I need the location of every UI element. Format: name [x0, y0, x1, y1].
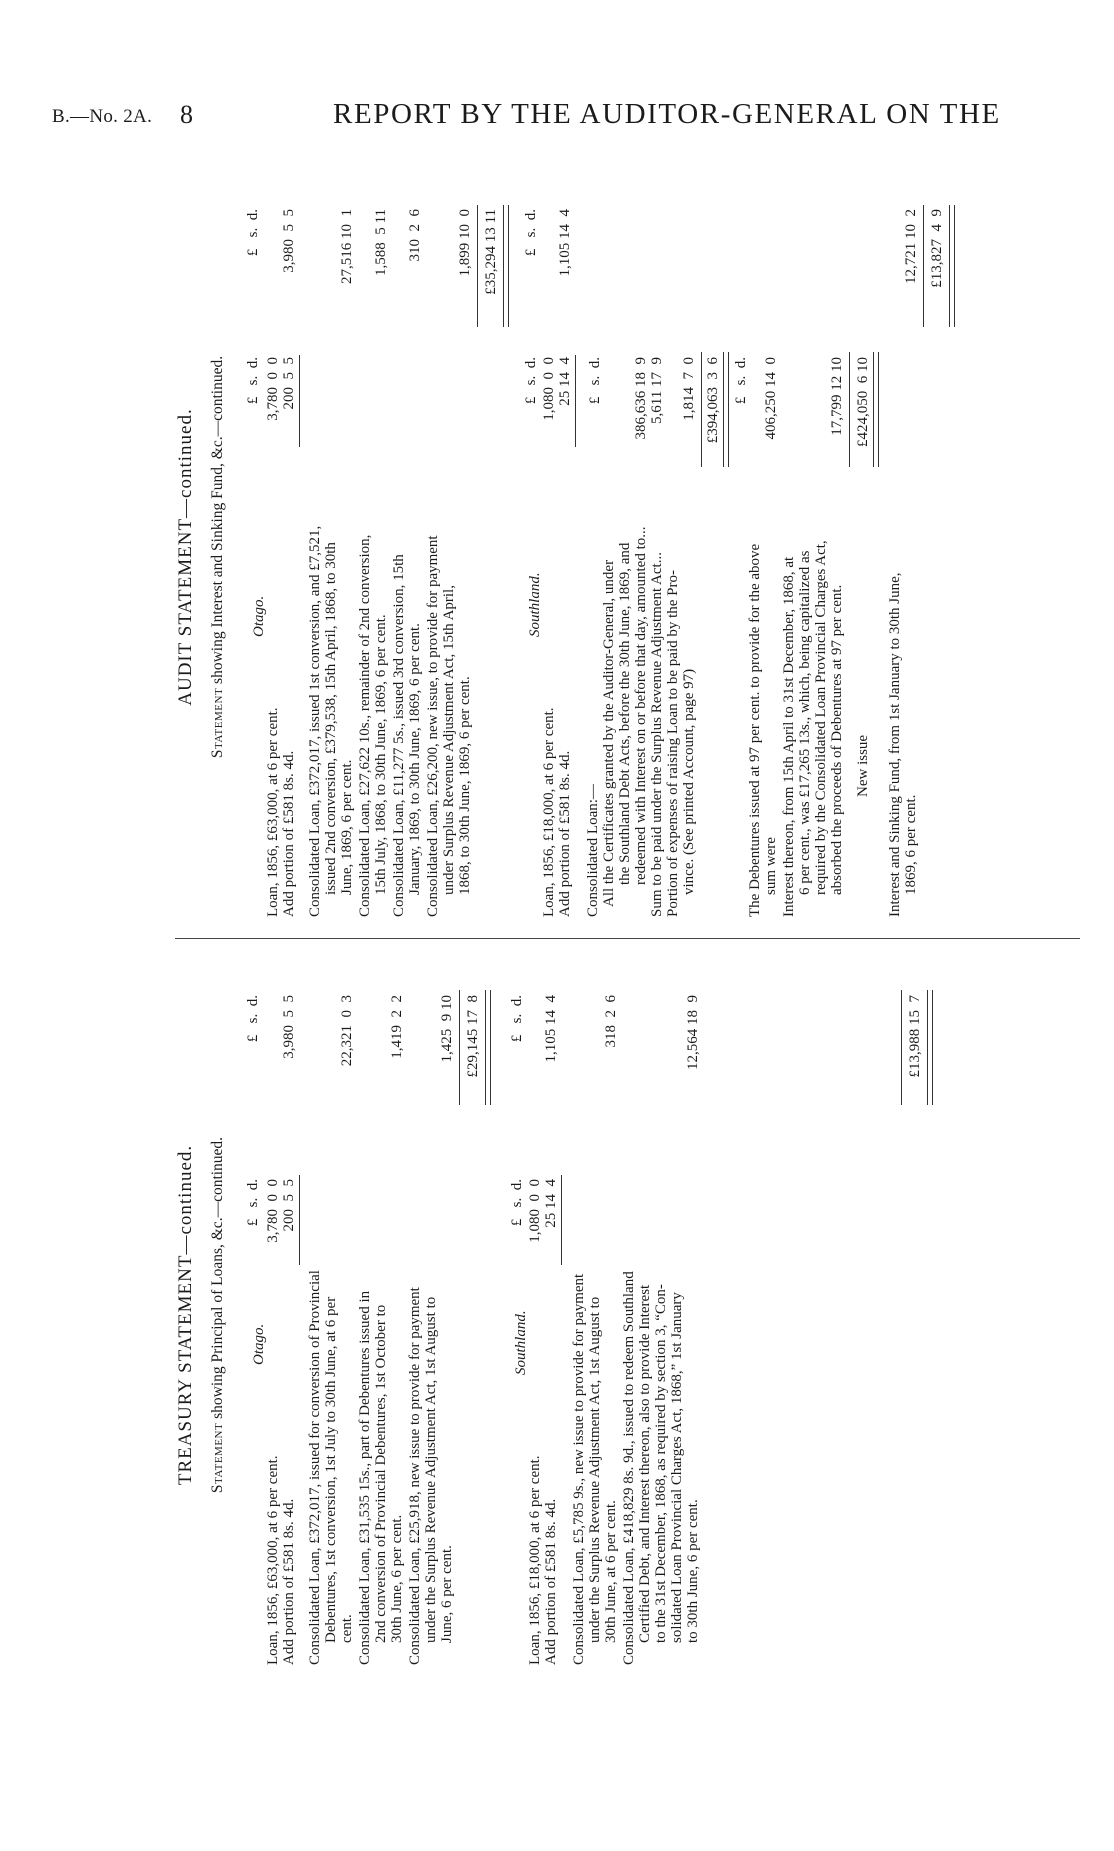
- inner-amount: 17,799 12 10: [829, 357, 845, 436]
- text-line: Portion of expenses of raising Loan to be paid by the Pro-: [665, 569, 681, 917]
- outer-amount: 1,588 5 11: [373, 209, 389, 276]
- text-line: Consolidated Loan, £372,017, issued for conversion of Provincial: [307, 1270, 323, 1665]
- double-rule: [927, 990, 933, 1105]
- row-label: Loan, 1856, £18,000, at 6 per cent.: [541, 707, 557, 917]
- text-line: vince. (See printed Account, page 97): [681, 668, 697, 895]
- text-line: redeemed with Interest on or before that day, amounted to...: [633, 526, 649, 885]
- text-line: sum were: [763, 837, 779, 895]
- total-rule: [901, 990, 902, 1105]
- text-line: cent.: [339, 1614, 355, 1643]
- southland-total: £13,827 4 9: [929, 209, 945, 288]
- text-line: Consolidated Loan, £25,918, new issue to provide for payment: [407, 1287, 423, 1665]
- text-line: Interest and Sinking Fund, from 1st January to 30th June,: [887, 572, 903, 917]
- text-line: Consolidated Loan, £418,829 8s. 9d., issued to redeem Southland: [621, 1271, 637, 1665]
- outer-amount: 3,980 5 5: [281, 209, 297, 273]
- double-rule: [485, 990, 491, 1105]
- treasury-southland-inner-col-head: £ s. d.: [509, 1179, 525, 1227]
- row-label: Loan, 1856, £63,000, at 6 per cent.: [265, 707, 281, 917]
- treasury-southland-heading: Southland.: [513, 1310, 529, 1375]
- subtotal-amount: £394,063 3 6: [705, 357, 721, 444]
- inner-amount: 386,636 18 9: [633, 357, 649, 440]
- text-line: Debentures, 1st conversion, 1st July to 30th June, at 6 per: [323, 1296, 339, 1643]
- row-label: New issue: [855, 734, 871, 797]
- outer-amount: 318 2 6: [603, 995, 619, 1048]
- audit-otago-heading: Otago.: [251, 595, 267, 637]
- text-line: under the Surplus Revenue Adjustment Act, 1st August to: [587, 1296, 603, 1643]
- treasury-otago-outer-col-head: £ s. d.: [245, 995, 261, 1043]
- audit-southland-cert-col-head: £ s. d.: [587, 357, 603, 405]
- audit-southland-inner-col-head: £ s. d.: [523, 357, 539, 405]
- inner-amount: 5,611 17 9: [649, 357, 665, 424]
- row-label: Loan, 1856, £18,000, at 6 per cent.: [527, 1455, 543, 1665]
- rotated-statements: [175, 165, 1075, 1665]
- total-rule: [459, 990, 460, 1105]
- inner-amount: 25 14 4: [543, 1179, 559, 1228]
- text-line: required by the Consolidated Loan Provincial Charges Act,: [813, 540, 829, 895]
- otago-total: £35,294 13 11: [483, 209, 499, 295]
- text-line: The Debentures issued at 97 per cent. to provide for the above: [747, 543, 763, 917]
- double-rule: [949, 205, 955, 327]
- text-line: under Surplus Revenue Adjustment Act, 15th April,: [441, 585, 457, 895]
- inner-amount: £424,050 6 10: [855, 357, 871, 447]
- treasury-otago-heading: Otago.: [251, 1323, 267, 1365]
- inner-amount: 1,080 0 0: [527, 1179, 543, 1243]
- subtotal-rule: [849, 352, 850, 467]
- text-line: solidated Loan Provincial Charges Act, 1868,” 1st January: [669, 1292, 685, 1643]
- statement-word: Statement: [209, 687, 226, 759]
- double-rule: [723, 352, 729, 467]
- inner-amount: 200 5 5: [281, 1179, 297, 1232]
- inner-amount: 25 14 4: [557, 357, 573, 406]
- inner-amount: 1,080 0 0: [541, 357, 557, 421]
- outer-amount: 1,425 9 10: [439, 995, 455, 1063]
- audit-southland-outer-col-head: £ s. d.: [523, 209, 539, 257]
- text-line: 1869, 6 per cent.: [903, 794, 919, 895]
- audit-title: AUDIT STATEMENT—continued.: [175, 408, 196, 706]
- subtotal-rule: [561, 1175, 562, 1265]
- text-line: June, 1869, 6 per cent.: [339, 759, 355, 895]
- text-line: 15th July, 1868, to 30th June, 1869, 6 per cent.: [373, 614, 389, 895]
- inner-amount: 200 5 5: [281, 357, 297, 410]
- column-divider: [175, 938, 1080, 939]
- text-line: to 30th June, 6 per cent.: [685, 1499, 701, 1643]
- outer-amount: 3,980 5 5: [281, 995, 297, 1059]
- row-label: Add portion of £581 8s. 4d.: [557, 750, 573, 917]
- subtotal-rule: [299, 355, 300, 447]
- otago-total: £29,145 17 8: [465, 995, 481, 1078]
- text-line: 30th June, at 6 per cent.: [603, 1500, 619, 1643]
- text-line: Consolidated Loan, £372,017, issued 1st conversion, and £7,521,: [307, 525, 323, 917]
- text-line: Consolidated Loan, £11,277 5s., issued 3rd conversion, 15th: [391, 554, 407, 917]
- treasury-statement: [175, 965, 1055, 1665]
- outer-amount: 22,321 0 3: [339, 995, 355, 1067]
- outer-amount: 1,105 14 4: [557, 209, 573, 277]
- double-rule: [503, 205, 509, 327]
- outer-amount: 12,721 10 2: [903, 209, 919, 284]
- treasury-southland-outer-col-head: £ s. d.: [509, 995, 525, 1043]
- document-reference: B.—No. 2A.: [52, 106, 153, 127]
- outer-amount: 27,516 10 1: [339, 209, 355, 284]
- text-line: Interest thereon, from 15th April to 31st December, 1868, at: [781, 556, 797, 917]
- audit-subtitle: [209, 197, 227, 917]
- inner-amount: 1,814 7 0: [681, 357, 697, 421]
- text-line: Consolidated Loan, £27,622 10s., remainder of 2nd conversion,: [357, 534, 373, 917]
- row-label: Consolidated Loan:—: [585, 784, 601, 917]
- treasury-subtitle-rest: showing Principal of Loans, &c.—continued.: [209, 1136, 226, 1419]
- inner-amount: 3,780 0 0: [265, 1179, 281, 1243]
- text-line: Consolidated Loan, £31,535 15s., part of Debentures issued in: [357, 1290, 373, 1665]
- outer-amount: 1,899 10 0: [457, 209, 473, 277]
- text-line: Certified Debt, and Interest thereon, also to provide Interest: [637, 1284, 653, 1643]
- text-line: 1868, to 30th June, 1869, 6 per cent.: [457, 676, 473, 895]
- treasury-title: TREASURY STATEMENT—continued.: [175, 1144, 196, 1486]
- audit-otago-outer-col-head: £ s. d.: [245, 209, 261, 257]
- text-line: to the 31st December, 1868, as required by section 3, “Con-: [653, 1284, 669, 1643]
- row-label: Add portion of £581 8s. 4d.: [281, 1498, 297, 1665]
- outer-amount: 1,419 2 2: [389, 995, 405, 1059]
- audit-southland-heading: Southland.: [527, 572, 543, 637]
- page-number: 8: [180, 100, 193, 129]
- text-line: the Southland Debt Acts, before the 30th June, 1869, and: [617, 542, 633, 885]
- page-header: [0, 92, 1114, 142]
- text-line: issued 2nd conversion, £379,538, 15th April, 1868, to 30th: [323, 542, 339, 895]
- treasury-subtitle: [209, 965, 227, 1665]
- total-rule: [923, 205, 924, 327]
- text-line: 2nd conversion of Provincial Debentures, 1st October to: [373, 1304, 389, 1643]
- text-line: Consolidated Loan, £26,200, new issue, to provide for payment: [425, 535, 441, 917]
- audit-southland-deb-col-head: £ s. d.: [733, 357, 749, 405]
- inner-amount: 406,250 14 0: [763, 357, 779, 440]
- text-line: January, 1869, to 30th June, 1869, 6 per cent.: [407, 623, 423, 895]
- row-label: Add portion of £581 8s. 4d.: [543, 1498, 559, 1665]
- subtotal-rule: [701, 352, 702, 467]
- southland-total: £13,988 15 7: [907, 995, 923, 1078]
- text-line: under the Surplus Revenue Adjustment Act, 1st August to: [423, 1296, 439, 1643]
- audit-subtitle-rest: showing Interest and Sinking Fund, &c.—continued.: [209, 355, 226, 684]
- row-label: Sum to be paid under the Surplus Revenue Adjustment Act...: [649, 552, 665, 917]
- statement-word: Statement: [209, 1422, 226, 1494]
- text-line: All the Certificates granted by the Auditor-General, under: [601, 559, 617, 907]
- text-line: 6 per cent., was £17,265 13s., which, being capitalized as: [797, 550, 813, 895]
- text-line: June, 6 per cent.: [439, 1545, 455, 1643]
- treasury-otago-inner-col-head: £ s. d.: [245, 1179, 261, 1227]
- text-line: absorbed the proceeds of Debentures at 97 per cent.: [829, 584, 845, 895]
- outer-amount: 1,105 14 4: [543, 995, 559, 1063]
- outer-amount: 12,564 18 9: [685, 995, 701, 1070]
- outer-amount: 310 2 6: [407, 209, 423, 262]
- row-label: Add portion of £581 8s. 4d.: [281, 750, 297, 917]
- total-rule: [477, 205, 478, 327]
- audit-statement: [175, 197, 1055, 917]
- text-line: Consolidated Loan, £5,785 9s., new issue to provide for payment: [571, 1273, 587, 1665]
- subtotal-rule: [299, 1175, 300, 1265]
- text-line: 30th June, 6 per cent.: [389, 1514, 405, 1643]
- row-label: Loan, 1856, £63,000, at 6 per cent.: [265, 1455, 281, 1665]
- double-rule: [873, 352, 879, 467]
- inner-amount: 3,780 0 0: [265, 357, 281, 421]
- page-title: REPORT BY THE AUDITOR-GENERAL ON THE: [333, 98, 1001, 130]
- audit-otago-inner-col-head: £ s. d.: [245, 357, 261, 405]
- subtotal-rule: [575, 355, 576, 447]
